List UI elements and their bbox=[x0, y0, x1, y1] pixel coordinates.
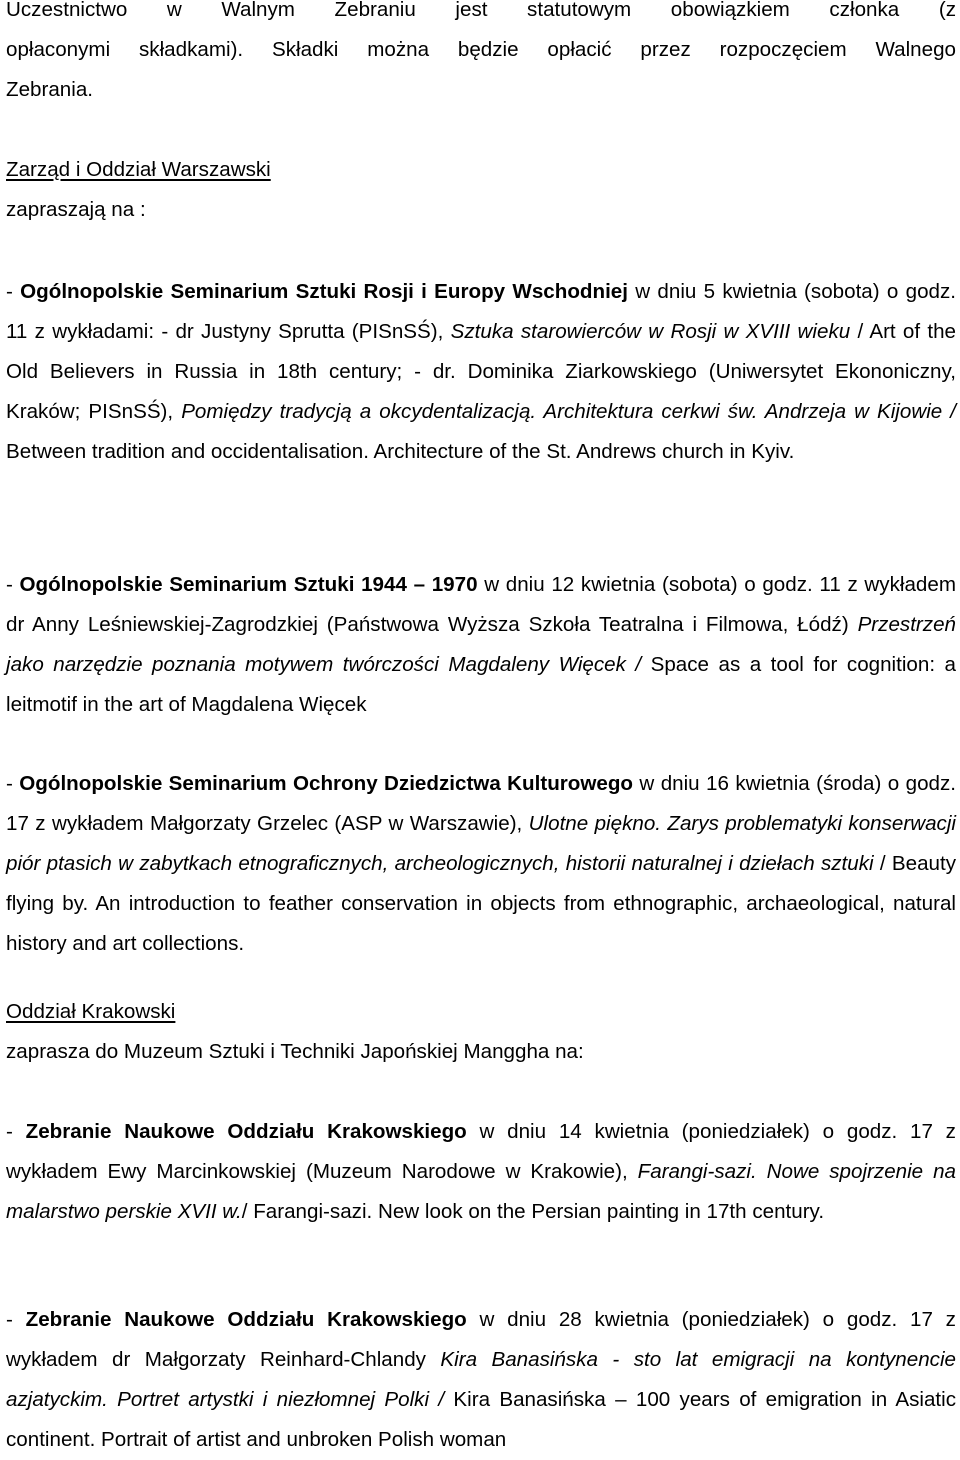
lecture-title-pl: Pomiędzy tradycją a okcydentalizacją. Architektura cerkwi św. Andrzeja w Kijowie / bbox=[181, 400, 956, 423]
lecture-title-en: Between tradition and occidentalisation. Architecture of the St. Andrews church in Kyiv. bbox=[6, 440, 795, 463]
event-dash: - bbox=[6, 280, 21, 303]
event-krakow-meeting-april-28 bbox=[6, 1300, 956, 1460]
warsaw-section bbox=[6, 150, 956, 230]
event-title: Ogólnopolskie Seminarium Sztuki Rosji i Europy Wschodniej bbox=[20, 280, 628, 303]
event-title: Ogólnopolskie Seminarium Sztuki 1944 – 1970 bbox=[19, 573, 478, 596]
event-dash: - bbox=[6, 772, 20, 795]
lecture-title-pl: Kira Banasińska - sto lat emigracji na kontynencie azjatyckim. Portret artystki i niezłomnej Polki / bbox=[6, 1348, 956, 1411]
event-russian-art-seminar bbox=[6, 272, 956, 472]
event-title: Ogólnopolskie Seminarium Ochrony Dziedzictwa Kulturowego bbox=[19, 772, 634, 795]
event-dash: - bbox=[6, 1308, 26, 1331]
krakow-section bbox=[6, 992, 956, 1072]
krakow-heading: Oddział Krakowski bbox=[6, 1000, 176, 1023]
lecture-title-pl: Ulotne piękno. Zarys problematyki konserwacji piór ptasich w zabytkach etnograficznych, archeologicznych, historii naturalnej i dziełach sztuki bbox=[6, 812, 957, 875]
event-when: w dniu 28 kwietnia (poniedziałek) o godz. 17 z wykładem dr Małgorzaty Reinhard-Chlandy bbox=[6, 1308, 956, 1371]
lecture-title-en: Space as a tool for cognition: a leitmotif in the art of Magdalena Więcek bbox=[6, 653, 956, 716]
lecture-title-pl: Farangi-sazi. Nowe spojrzenie na malarstwo perskie XVII w. bbox=[6, 1160, 956, 1223]
membership-line-3: Zebrania. bbox=[6, 78, 94, 101]
membership-line-2: opłaconymi składkami). Składki można będzie opłacić przez rozpoczęciem Walnego bbox=[6, 38, 956, 61]
lecture-title-en: / Art of the Old Believers in Russia in 18th century; - dr. Dominika Ziarkowskiego (Uniwersytet Ekononiczny, Kraków; PISnSŚ), bbox=[6, 320, 956, 423]
warsaw-heading: Zarząd i Oddział Warszawski bbox=[6, 158, 271, 181]
event-when: w dniu 14 kwietnia (poniedziałek) o godz. 17 z wykładem Ewy Marcinkowskiej (Muzeum Narodowe w Krakowie), bbox=[6, 1120, 956, 1183]
lecture-title-en: Kira Banasińska – 100 years of emigration in Asiatic continent. Portrait of artist and unbroken Polish woman bbox=[6, 1388, 956, 1451]
event-art-1944-1970-seminar bbox=[6, 565, 956, 725]
lecture-title-pl: Sztuka starowierców w Rosji w XVIII wieku bbox=[450, 320, 851, 343]
warsaw-invite: zapraszają na : bbox=[6, 198, 146, 221]
event-krakow-meeting-april-14 bbox=[6, 1112, 956, 1232]
event-title: Zebranie Naukowe Oddziału Krakowskiego bbox=[25, 1308, 467, 1331]
membership-line-1: Uczestnictwo w Walnym Zebraniu jest statutowym obowiązkiem członka (z bbox=[6, 0, 956, 21]
event-when: w dniu 12 kwietnia (sobota) o godz. 11 z wykładem dr Anny Leśniewskiej-Zagrodzkiej (Państwowa Wyższa Szkoła Teatralna i Filmowa, Łódź) bbox=[6, 573, 956, 636]
event-when: w dniu 16 kwietnia (środa) o godz. 17 z wykładem Małgorzaty Grzelec (ASP w Warszawie), bbox=[6, 772, 956, 835]
membership-paragraph bbox=[6, 0, 956, 110]
event-dash: - bbox=[6, 1120, 26, 1143]
lecture-title-en: / Farangi-sazi. New look on the Persian painting in 17th century. bbox=[241, 1200, 825, 1223]
lecture-title-pl: Przestrzeń jako narzędzie poznania motywem twórczości Magdaleny Więcek / bbox=[6, 613, 956, 676]
event-heritage-seminar bbox=[6, 764, 956, 964]
lecture-title-en: / Beauty flying by. An introduction to feather conservation in objects from ethnographic, archaeological, natural history and art collections. bbox=[6, 852, 957, 955]
event-title: Zebranie Naukowe Oddziału Krakowskiego bbox=[25, 1120, 467, 1143]
krakow-invite: zaprasza do Muzeum Sztuki i Techniki Japońskiej Manggha na: bbox=[6, 1040, 584, 1063]
event-when: w dniu 5 kwietnia (sobota) o godz. 11 z wykładami: - dr Justyny Sprutta (PISnSŚ), bbox=[6, 280, 957, 343]
event-dash: - bbox=[6, 573, 20, 596]
